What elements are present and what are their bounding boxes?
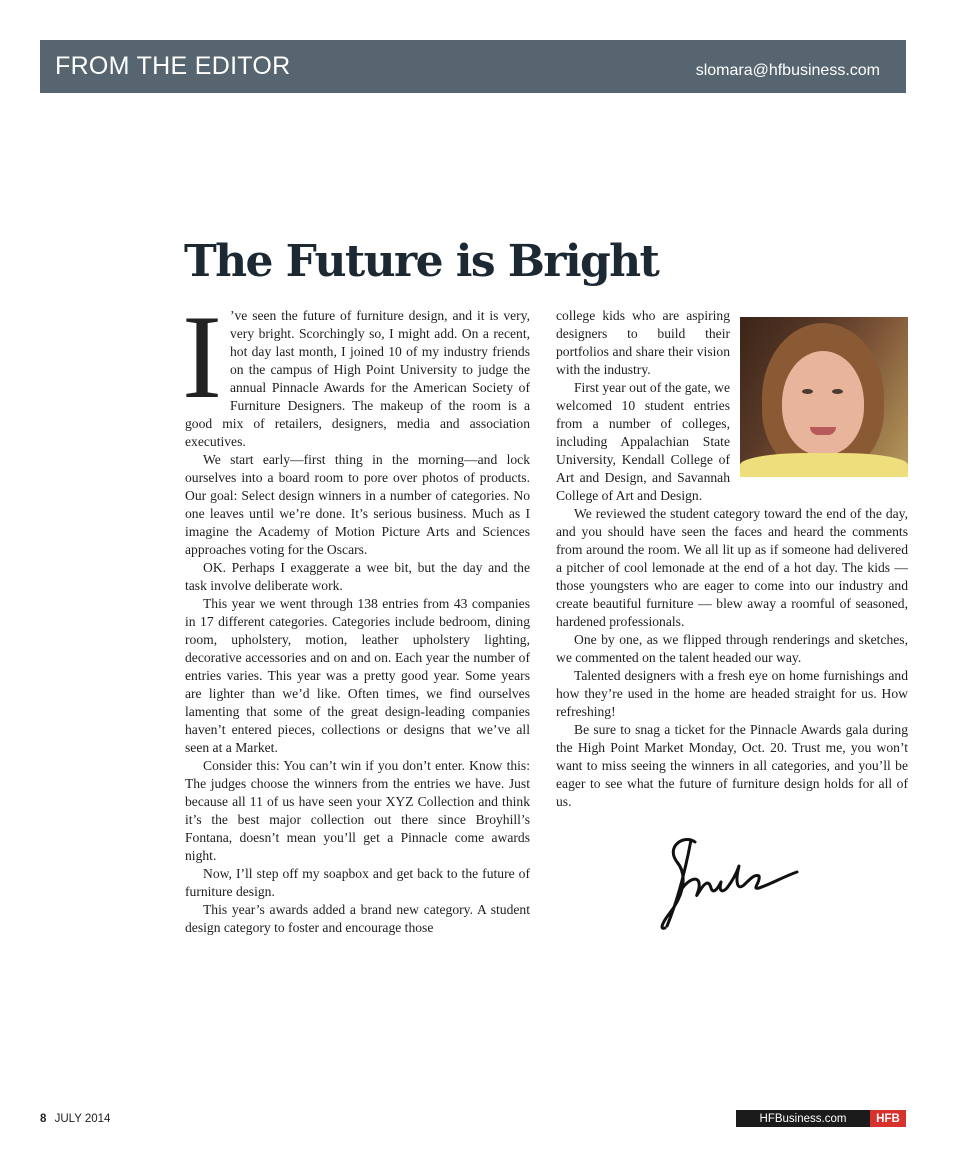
portrait-eye: [832, 389, 843, 394]
brand-badge: HFB: [870, 1110, 906, 1127]
paragraph: One by one, as we flipped through renderings and sketches, we commented on the talent headed our way.: [556, 632, 908, 665]
portrait-eye: [802, 389, 813, 394]
paragraph: Be sure to snag a ticket for the Pinnacle Awards gala during the High Point Market Monday, Oct. 20. Trust me, you won’t want to miss seeing the winners in all categories, and you’ll be eager to see what the future of furniture design holds for all of us.: [556, 722, 908, 809]
drop-cap: I: [182, 290, 222, 423]
site-link[interactable]: HFBusiness.com: [736, 1110, 870, 1127]
paragraph: This year we went through 138 entries from 43 companies in 17 different categories. Categories include bedroom, dining room, upholstery, motion, leather upholstery lighting, decorative accessories and on and on. Each year the number of entries varies. This year was a pretty good year. Some years are lighter than we’d like. Often times, we find ourselves lamenting that some of the great design-leading companies haven’t entered pieces, collections or designs that we’ve all seen at a Market.: [185, 596, 530, 755]
issue-date: JULY 2014: [54, 1113, 111, 1125]
page-footer-left: [40, 1113, 110, 1125]
portrait-mouth: [810, 427, 836, 435]
paragraph: Talented designers with a fresh eye on home furnishings and how they’re used in the home are headed straight for us. How refreshing!: [556, 668, 908, 719]
article-column-right: [556, 307, 908, 811]
editor-email-link[interactable]: slomara@hfbusiness.com: [695, 62, 880, 79]
section-header-bar: [40, 40, 906, 93]
paragraph: ’ve seen the future of furniture design, and it is very, very bright. Scorchingly so, I might add. On a recent, hot day last month, I joined 10 of my industry friends on the campus of High Point University to judge the annual Pinnacle Awards for the American Society of Furniture Designers. The makeup of the room is a good mix of retailers, designers, media and association executives.: [185, 308, 530, 449]
article-column-left: [182, 290, 530, 937]
paragraph: OK. Perhaps I exaggerate a wee bit, but the day and the task involve deliberate work.: [185, 560, 530, 593]
section-title: FROM THE EDITOR: [55, 52, 291, 80]
page-number: 8: [40, 1113, 47, 1125]
editor-portrait-photo: [740, 317, 908, 477]
paragraph: We start early—first thing in the morning—and lock ourselves into a board room to pore over photos of products. Our goal: Select design winners in a number of categories. No one leaves until we’re done. It’s serious business. Much as I imagine the Academy of Motion Picture Arts and Sciences approaches voting for the Oscars.: [185, 452, 530, 557]
paragraph: Now, I’ll step off my soapbox and get back to the future of furniture design.: [185, 866, 530, 899]
paragraph: First year out of the gate, we welcomed 10 student entries from a number of colleges, including Appalachian State University, Kendall College of Art and Design, and Savannah College of Art and Design.: [556, 380, 730, 503]
article-headline: The Future is Bright: [184, 236, 659, 287]
page-footer-right: [736, 1110, 906, 1127]
paragraph: This year’s awards added a brand new category. A student design category to foster and encourage those: [185, 902, 530, 935]
portrait-shirt: [740, 453, 908, 477]
editor-signature: [655, 832, 805, 937]
paragraph: college kids who are aspiring designers to build their portfolios and share their vision with the industry.: [556, 308, 730, 377]
paragraph: We reviewed the student category toward the end of the day, and you should have seen the faces and heard the comments from around the room. We all lit up as if someone had delivered a pitcher of cool lemonade at the end of a hot day. The kids — those youngsters who are eager to come into our industry and create beautiful furniture — blew away a roomful of seasoned, hardened professionals.: [556, 506, 908, 629]
paragraph: Consider this: You can’t win if you don’t enter. Know this: The judges choose the winners from the entries we have. Just because all 11 of us have seen your XYZ Collection and think it’s the best major collection out there since Broyhill’s Fontana, doesn’t mean you’ll get a Pinnacle come awards night.: [185, 758, 530, 863]
portrait-face: [782, 351, 864, 455]
